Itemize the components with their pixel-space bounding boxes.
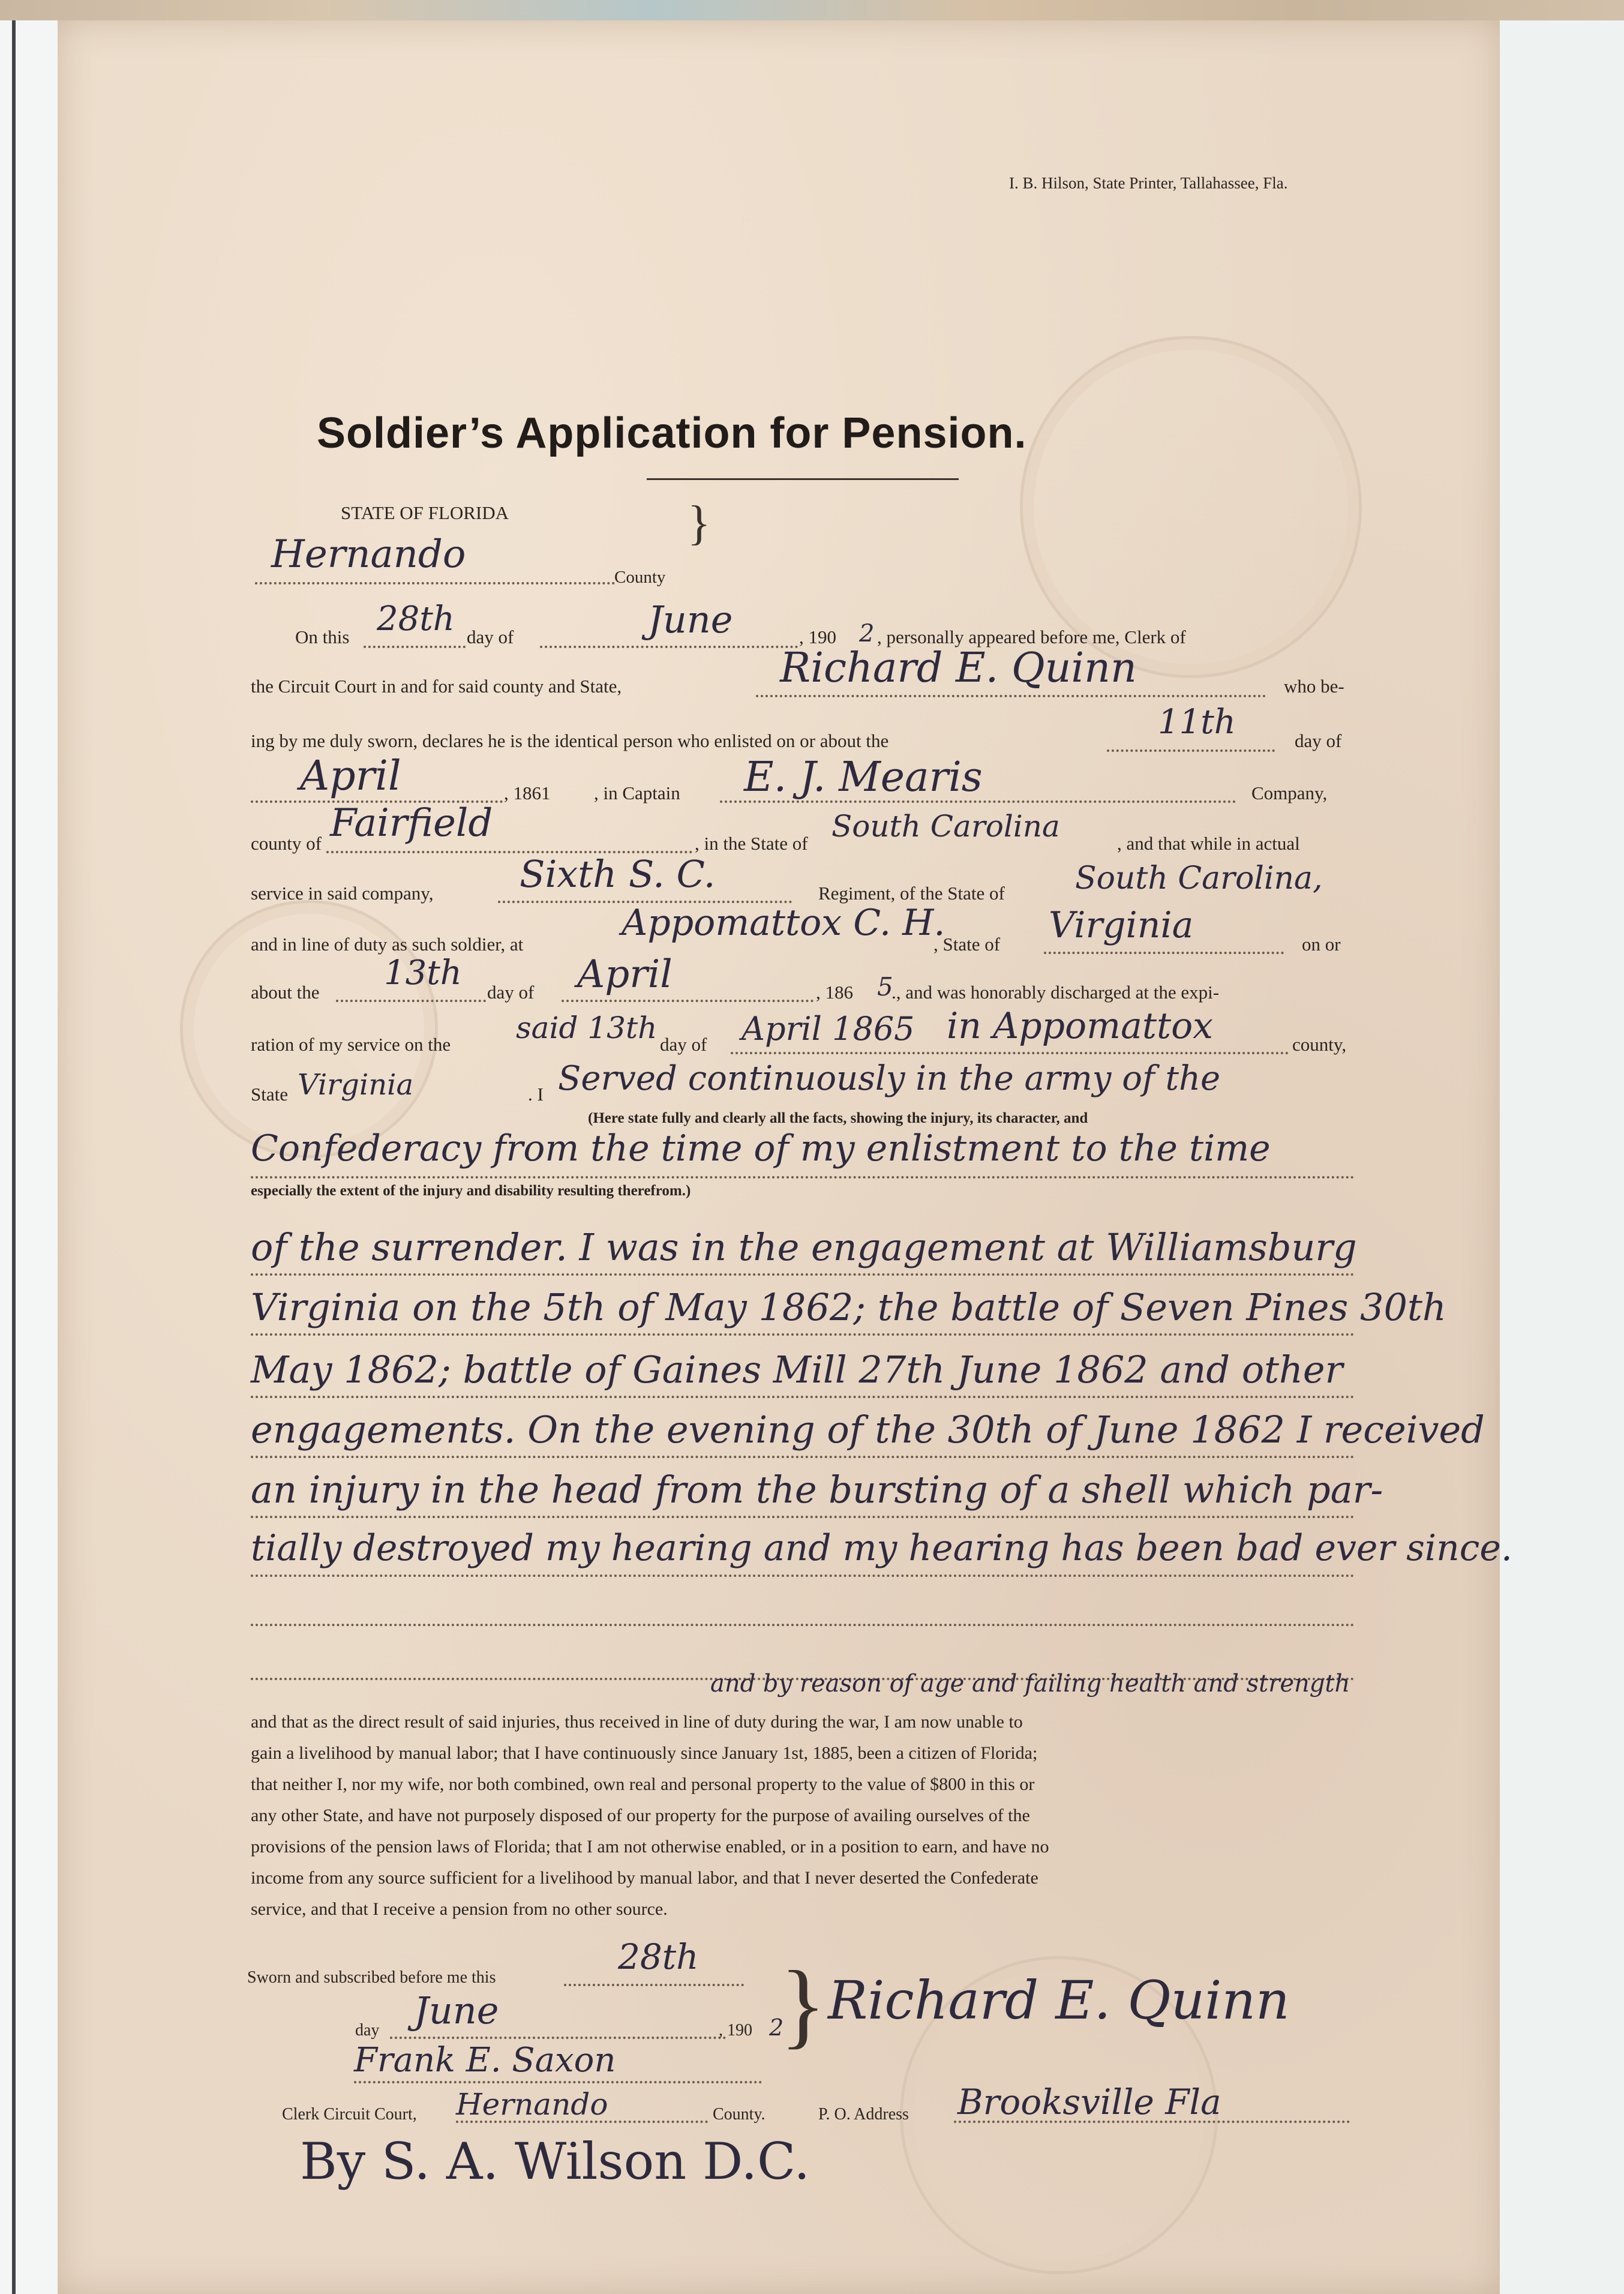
place-state-value: Virginia bbox=[1049, 904, 1194, 946]
affidavit-line-5: provisions of the pension laws of Florida; that I am not otherwise enabled, or in a position to earn, and have no bbox=[251, 1837, 1049, 1857]
state-heading: STATE OF FLORIDA bbox=[341, 502, 509, 523]
who-be-text: who be- bbox=[1284, 676, 1344, 697]
enlist-day-value: 11th bbox=[1158, 703, 1236, 742]
personally-appeared-text: , personally appeared before me, Clerk of bbox=[877, 626, 1186, 647]
discharge-day-of-label: day of bbox=[487, 982, 535, 1003]
age-health-note: and by reason of age and failing health and strength bbox=[710, 1670, 1350, 1698]
clerk-circuit-court-label: Clerk Circuit Court, bbox=[282, 2105, 417, 2124]
circuit-court-text: the Circuit Court in and for said county and State, bbox=[251, 676, 622, 697]
title-rule bbox=[647, 478, 959, 480]
narrative-leader-3 bbox=[251, 1273, 1355, 1276]
scanner-bed-right bbox=[1500, 20, 1624, 2294]
affidavit-line-3: that neither I, nor my wife, nor both combined, own real and personal property to the value of $800 in this or bbox=[251, 1774, 1035, 1794]
jurat-year-value: 2 bbox=[769, 2014, 784, 2041]
line-of-duty-text: and in line of duty as such soldier, at bbox=[251, 934, 524, 955]
po-address-value: Brooksville Fla bbox=[957, 2082, 1221, 2122]
discharge-month-leader bbox=[562, 1000, 813, 1002]
instruction-line-2: especially the extent of the injury and disability resulting therefrom.) bbox=[251, 1183, 691, 1199]
scanner-bed-strip bbox=[12, 20, 16, 2294]
sworn-declaration-text: ing by me duly sworn, declares he is the identical person who enlisted on or about the bbox=[251, 730, 889, 751]
clerk-county-label: County. bbox=[713, 2105, 766, 2124]
discharge-month-value: April bbox=[577, 952, 673, 997]
enlist-state-value: South Carolina bbox=[831, 809, 1060, 844]
service-company-text: service in said company, bbox=[251, 883, 434, 904]
appearance-day-value: 28th bbox=[377, 599, 455, 638]
narrative-line-7: an injury in the head from the bursting of a shell which par- bbox=[251, 1468, 1383, 1512]
instruction-line-1: (Here state fully and clearly all the facts, showing the injury, its character, and bbox=[588, 1110, 1088, 1126]
captain-name: E. J. Mearis bbox=[744, 754, 983, 801]
on-or-text: on or bbox=[1302, 934, 1341, 955]
narrative-line-4: Virginia on the 5th of May 1862; the battle of Seven Pines 30th bbox=[251, 1285, 1446, 1329]
scanner-bed-left bbox=[0, 20, 58, 2294]
jurat-year-prefix: , 190 bbox=[719, 2021, 752, 2040]
county-label: County bbox=[614, 568, 666, 587]
regiment-value: Sixth S. C. bbox=[520, 852, 716, 896]
narrative-leader-6 bbox=[251, 1456, 1355, 1458]
narrative-leader-7 bbox=[251, 1516, 1355, 1518]
discharge-year-digit: 5 bbox=[877, 972, 893, 1001]
blank-leader-1 bbox=[251, 1624, 1355, 1626]
regiment-label: Regiment, of the State of bbox=[818, 883, 1005, 904]
state-county-bracket: } bbox=[688, 497, 711, 550]
po-address-leader bbox=[954, 2121, 1350, 2123]
page-title: Soldier’s Application for Pension. bbox=[317, 409, 1027, 457]
enlist-county-value: Fairfield bbox=[330, 801, 493, 845]
said-day-value: said 13th bbox=[516, 1010, 658, 1045]
place-state-leader bbox=[1044, 952, 1284, 954]
county-of-label: county of bbox=[251, 833, 322, 854]
county-leader bbox=[255, 582, 615, 584]
deputy-clerk-signature: By S. A. Wilson D.C. bbox=[300, 2132, 811, 2191]
printer-credit: I. B. Hilson, State Printer, Tallahassee, Fla. bbox=[1009, 174, 1288, 192]
applicant-name: Richard E. Quinn bbox=[780, 644, 1137, 692]
narrative-line-6: engagements. On the evening of the 30th of June 1862 I received bbox=[251, 1408, 1485, 1452]
honorably-discharged-text: ., and was honorably discharged at the expi- bbox=[891, 982, 1220, 1003]
narrative-line-8: tially destroyed my hearing and my hearing has been bad ever since. bbox=[251, 1527, 1512, 1569]
narrative-leader-5 bbox=[251, 1396, 1355, 1398]
regiment-state-value: South Carolina, bbox=[1075, 860, 1323, 896]
jurat-month-leader bbox=[390, 2037, 726, 2039]
enlist-year-text: , 1861 bbox=[504, 782, 551, 803]
month-leader bbox=[540, 646, 798, 648]
po-address-label: P. O. Address bbox=[818, 2105, 909, 2124]
day-of-label: day of bbox=[467, 626, 514, 647]
narrative-line-3: of the surrender. I was in the engagement at Williamsburg bbox=[251, 1225, 1357, 1269]
narrative-line-5: May 1862; battle of Gaines Mill 27th June 1862 and other bbox=[251, 1348, 1343, 1392]
jurat-day-leader bbox=[564, 1984, 744, 1986]
discharge-date-leader bbox=[731, 1052, 1289, 1054]
enlist-day-leader bbox=[1107, 749, 1275, 752]
discharge-day-value: 13th bbox=[384, 953, 462, 992]
jurat-day-value: 28th bbox=[618, 1936, 699, 1977]
discharge-day-leader bbox=[336, 1000, 486, 1002]
ration-day-of-label: day of bbox=[660, 1034, 707, 1055]
appearance-year-value: 2 bbox=[859, 620, 875, 647]
affidavit-line-2: gain a livelihood by manual labor; that I have continuously since January 1st, 1885, been a citizen of Florida; bbox=[251, 1743, 1038, 1763]
clerk-leader bbox=[354, 2081, 762, 2083]
on-this-label: On this bbox=[295, 626, 350, 647]
applicant-leader bbox=[756, 695, 1266, 697]
enlist-day-of-label: day of bbox=[1295, 730, 1342, 751]
clerk-county-leader bbox=[456, 2121, 708, 2123]
narrative-leader-2 bbox=[251, 1176, 1355, 1179]
jurat-month-value: June bbox=[414, 1989, 499, 2032]
year-prefix: , 190 bbox=[799, 626, 836, 647]
discharge-date-value: April 1865 bbox=[742, 1010, 915, 1048]
narrative-leader-4 bbox=[251, 1333, 1355, 1336]
in-state-of-label: , in the State of bbox=[695, 833, 808, 854]
discharge-state-value: Virginia bbox=[298, 1068, 414, 1102]
narrative-line-2: Confederacy from the time of my enlistment to the time bbox=[251, 1127, 1271, 1170]
sworn-subscribed-text: Sworn and subscribed before me this bbox=[247, 1968, 496, 1987]
enlist-month-value: April bbox=[300, 752, 401, 800]
service-place-value: Appomattox C. H. bbox=[622, 902, 945, 944]
about-the-label: about the bbox=[251, 982, 320, 1003]
day-leader bbox=[364, 646, 466, 648]
ration-text: ration of my service on the bbox=[251, 1034, 451, 1055]
scan-edge-top bbox=[0, 0, 1624, 20]
discharge-place-value: in Appomattox bbox=[947, 1005, 1214, 1047]
clerk-county-value: Hernando bbox=[456, 2087, 608, 2122]
jurat-day-label: day bbox=[355, 2021, 380, 2040]
county-value: Hernando bbox=[271, 532, 466, 577]
clerk-signature: Frank E. Saxon bbox=[354, 2041, 616, 2080]
applicant-signature: Richard E. Quinn bbox=[828, 1969, 1290, 2031]
narrative-leader-8 bbox=[251, 1575, 1355, 1577]
affidavit-line-6: income from any source sufficient for a livelihood by manual labor, and that I never deserted the Confederate bbox=[251, 1868, 1038, 1888]
state-suffix: . I bbox=[528, 1084, 544, 1105]
affidavit-line-4: any other State, and have not purposely disposed of our property for the purpose of availing ourselves of the bbox=[251, 1806, 1030, 1825]
in-captain-label: , in Captain bbox=[594, 782, 680, 803]
state-label: State bbox=[251, 1084, 288, 1105]
ration-county-label: county, bbox=[1292, 1034, 1347, 1055]
appearance-month-value: June bbox=[648, 598, 733, 641]
affidavit-line-1: and that as the direct result of said injuries, thus received in line of duty during the war, I am now unable to bbox=[251, 1712, 1023, 1732]
jurat-bracket: } bbox=[780, 1951, 826, 2058]
company-label: Company, bbox=[1251, 782, 1328, 803]
place-state-label: , State of bbox=[933, 934, 1001, 955]
affidavit-line-7: service, and that I receive a pension from no other source. bbox=[251, 1899, 668, 1919]
discharge-year-prefix: , 186 bbox=[816, 982, 853, 1003]
narrative-line-1: Served continuously in the army of the bbox=[558, 1059, 1221, 1098]
actual-service-text: , and that while in actual bbox=[1117, 833, 1300, 854]
